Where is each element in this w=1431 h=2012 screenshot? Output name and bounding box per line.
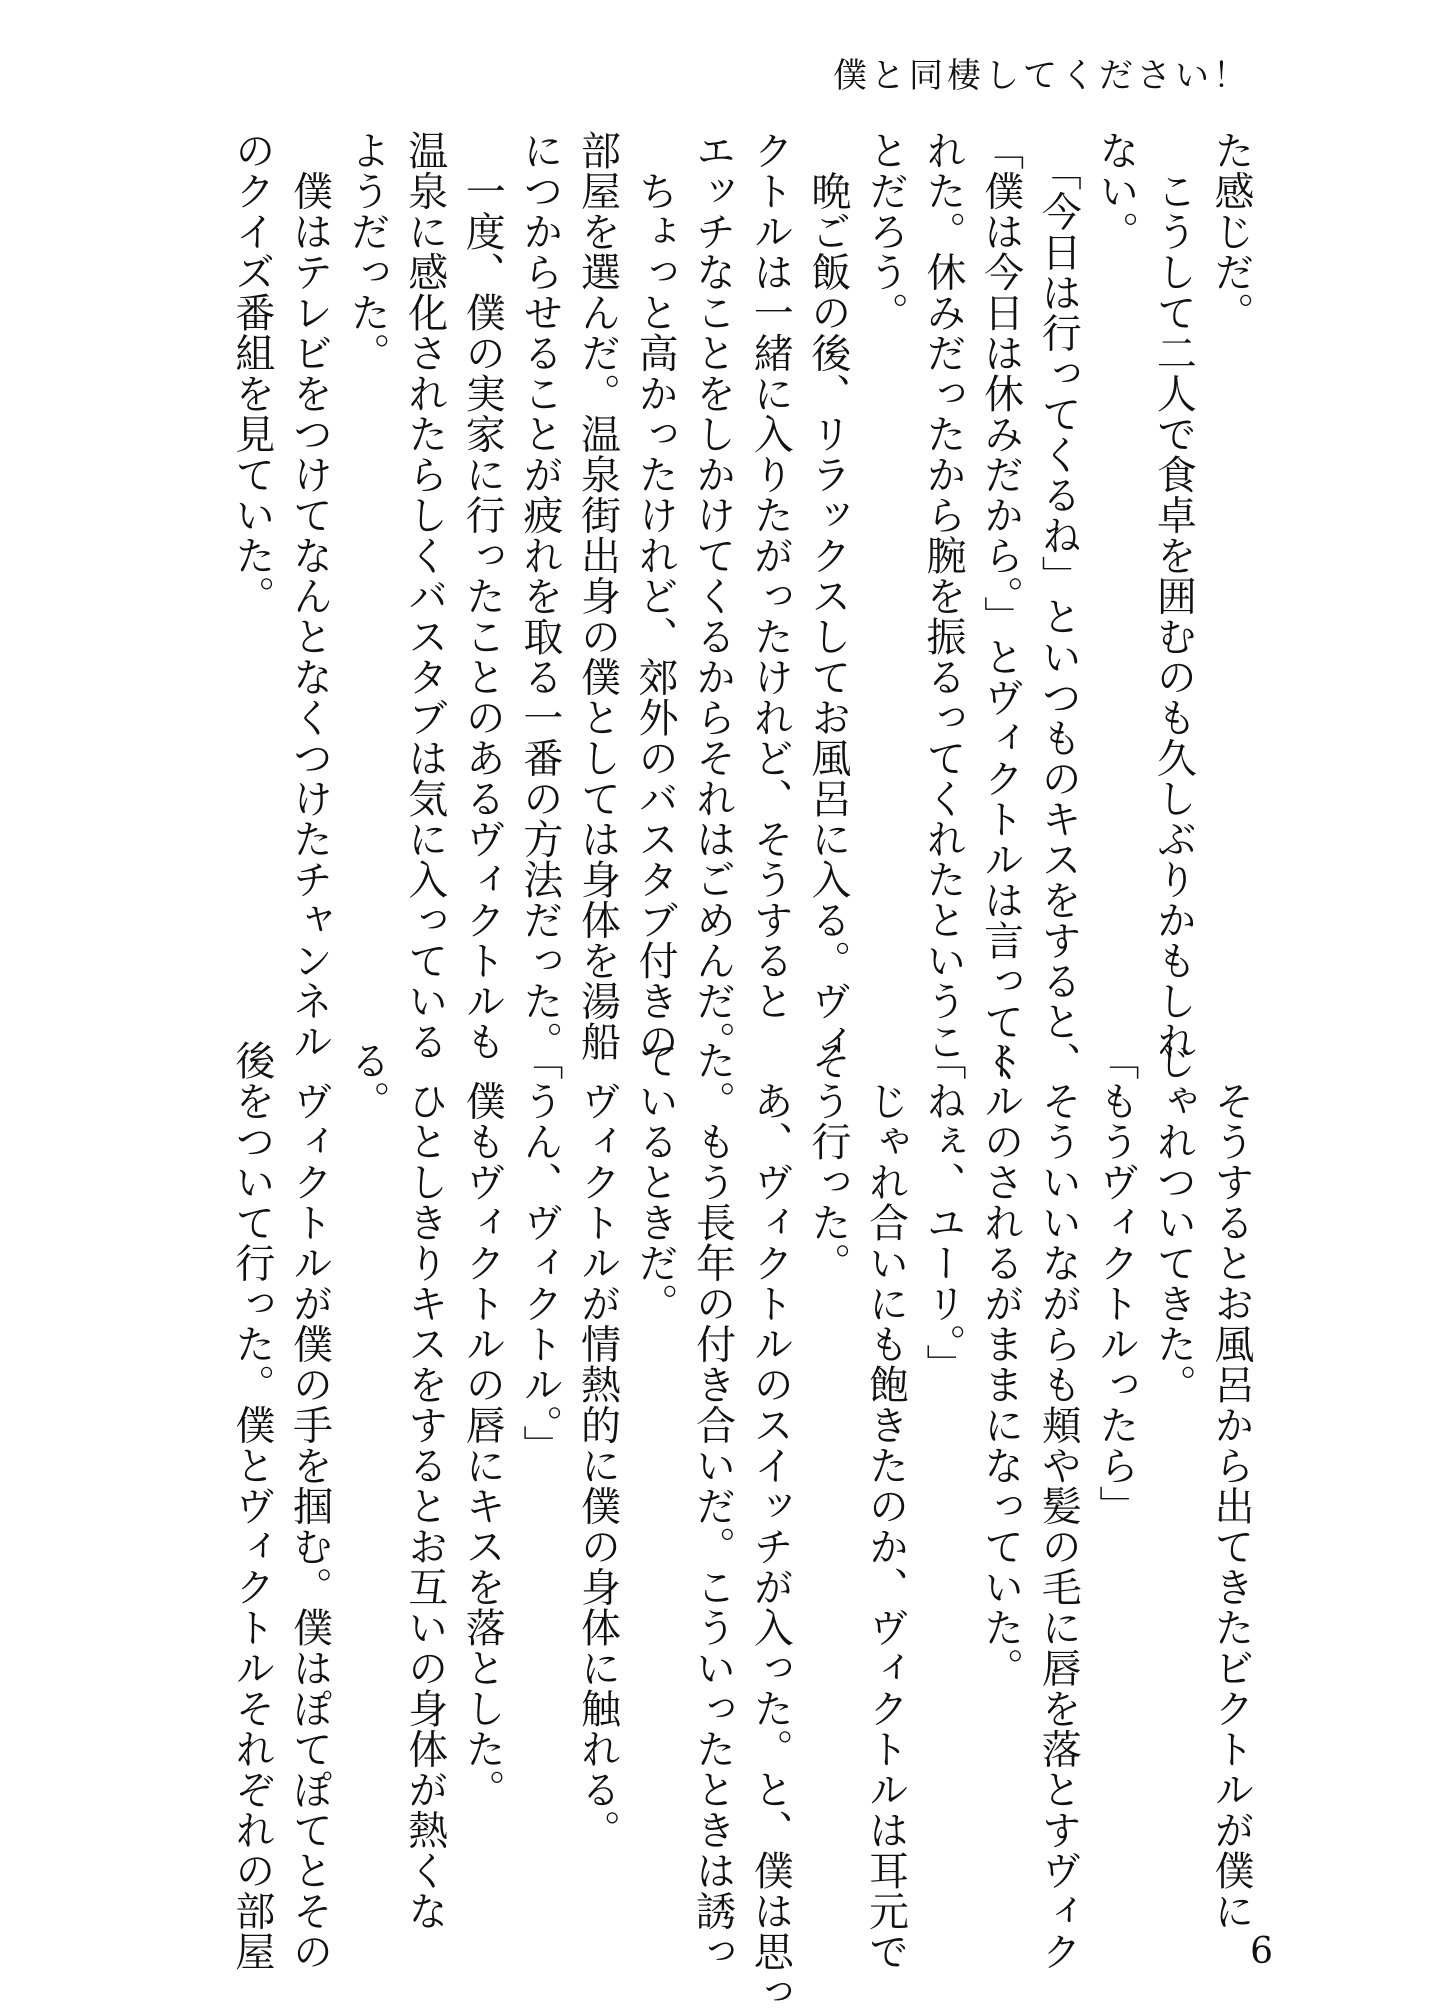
text-line: ているときだ。 xyxy=(632,1040,679,1324)
text-line: そうするとお風呂から出てきたビクトルが僕に xyxy=(1208,1040,1254,1931)
text-line: につからせることが疲れを取る一番の方法だった。 xyxy=(516,130,563,1062)
text-line: あ、ヴィクトルのスイッチが入った。と、僕は思っ xyxy=(747,1040,794,2012)
text-line: のクイズ番組を見ていた。 xyxy=(228,130,275,616)
text-line: 「今日は行ってくるね」といつものキスをすると、 xyxy=(1035,130,1082,1082)
text-line: 「ねぇ、ユーリ。」 xyxy=(920,1040,967,1385)
text-line: 「うん、ヴィクトル。」 xyxy=(516,1040,563,1466)
text-line: ない。 xyxy=(1092,130,1139,252)
text-line: そういいながらも頬や髪の毛に唇を落とすヴィク xyxy=(1035,1040,1082,1972)
upper-text-block xyxy=(171,130,1254,1082)
text-line: た感じだ。 xyxy=(1208,130,1254,333)
text-line: とだろう。 xyxy=(862,130,909,333)
text-line: た。もう長年の付き合いだ。こういったときは誘っ xyxy=(689,1040,736,1972)
text-line: 後をついて行った。僕とヴィクトルそれぞれの部屋 xyxy=(228,1040,275,1972)
text-line: こうして二人で食卓を囲むのも久しぶりかもしれ xyxy=(1150,130,1197,1062)
running-header-title: 僕と同棲してください！ xyxy=(833,56,1251,96)
text-line: 部屋を選んだ。温泉街出身の僕としては身体を湯船 xyxy=(574,130,621,1062)
page-number: 6 xyxy=(1250,1931,1273,1972)
text-line: じゃれついてきた。 xyxy=(1150,1040,1197,1405)
text-line: ひとしきりキスをするとお互いの身体が熱くな xyxy=(401,1040,448,1931)
text-line: 晩ご飯の後、リラックスしてお風呂に入る。ヴィ xyxy=(804,130,851,1062)
text-line: そう行った。 xyxy=(804,1040,851,1283)
text-line: トルのされるがままになっていた。 xyxy=(977,1040,1024,1688)
text-line: ちょっと高かったけれど、郊外のバスタブ付きの xyxy=(632,130,679,1062)
text-line: エッチなことをしかけてくるからそれはごめんだ。 xyxy=(689,130,736,1062)
text-line: ヴィクトルが僕の手を掴む。僕はぽてぽてとその xyxy=(286,1040,333,1972)
text-line: ようだった。 xyxy=(344,130,391,373)
text-line: る。 xyxy=(344,1040,391,1121)
text-line: クトルは一緒に入りたがったけれど、そうすると xyxy=(747,130,794,1021)
text-line: 僕はテレビをつけてなんとなくつけたチャンネル xyxy=(286,130,333,1062)
text-line: 「僕は今日は休みだから。」とヴィクトルは言ってく xyxy=(977,130,1024,1082)
text-line: 温泉に感化されたらしくバスタブは気に入っている xyxy=(401,130,448,1062)
text-line: 一度、僕の実家に行ったことのあるヴィクトルも xyxy=(459,130,506,1062)
text-line: 「もうヴィクトルったら」 xyxy=(1092,1040,1139,1526)
text-line: じゃれ合いにも飽きたのか、ヴィクトルは耳元で xyxy=(862,1040,909,1972)
text-line: ヴィクトルが情熱的に僕の身体に触れる。 xyxy=(574,1040,621,1850)
text-line: 僕もヴィクトルの唇にキスを落とした。 xyxy=(459,1040,506,1810)
lower-text-block xyxy=(171,1040,1254,2012)
text-line: れた。休みだったから腕を振るってくれたというこ xyxy=(920,130,967,1062)
